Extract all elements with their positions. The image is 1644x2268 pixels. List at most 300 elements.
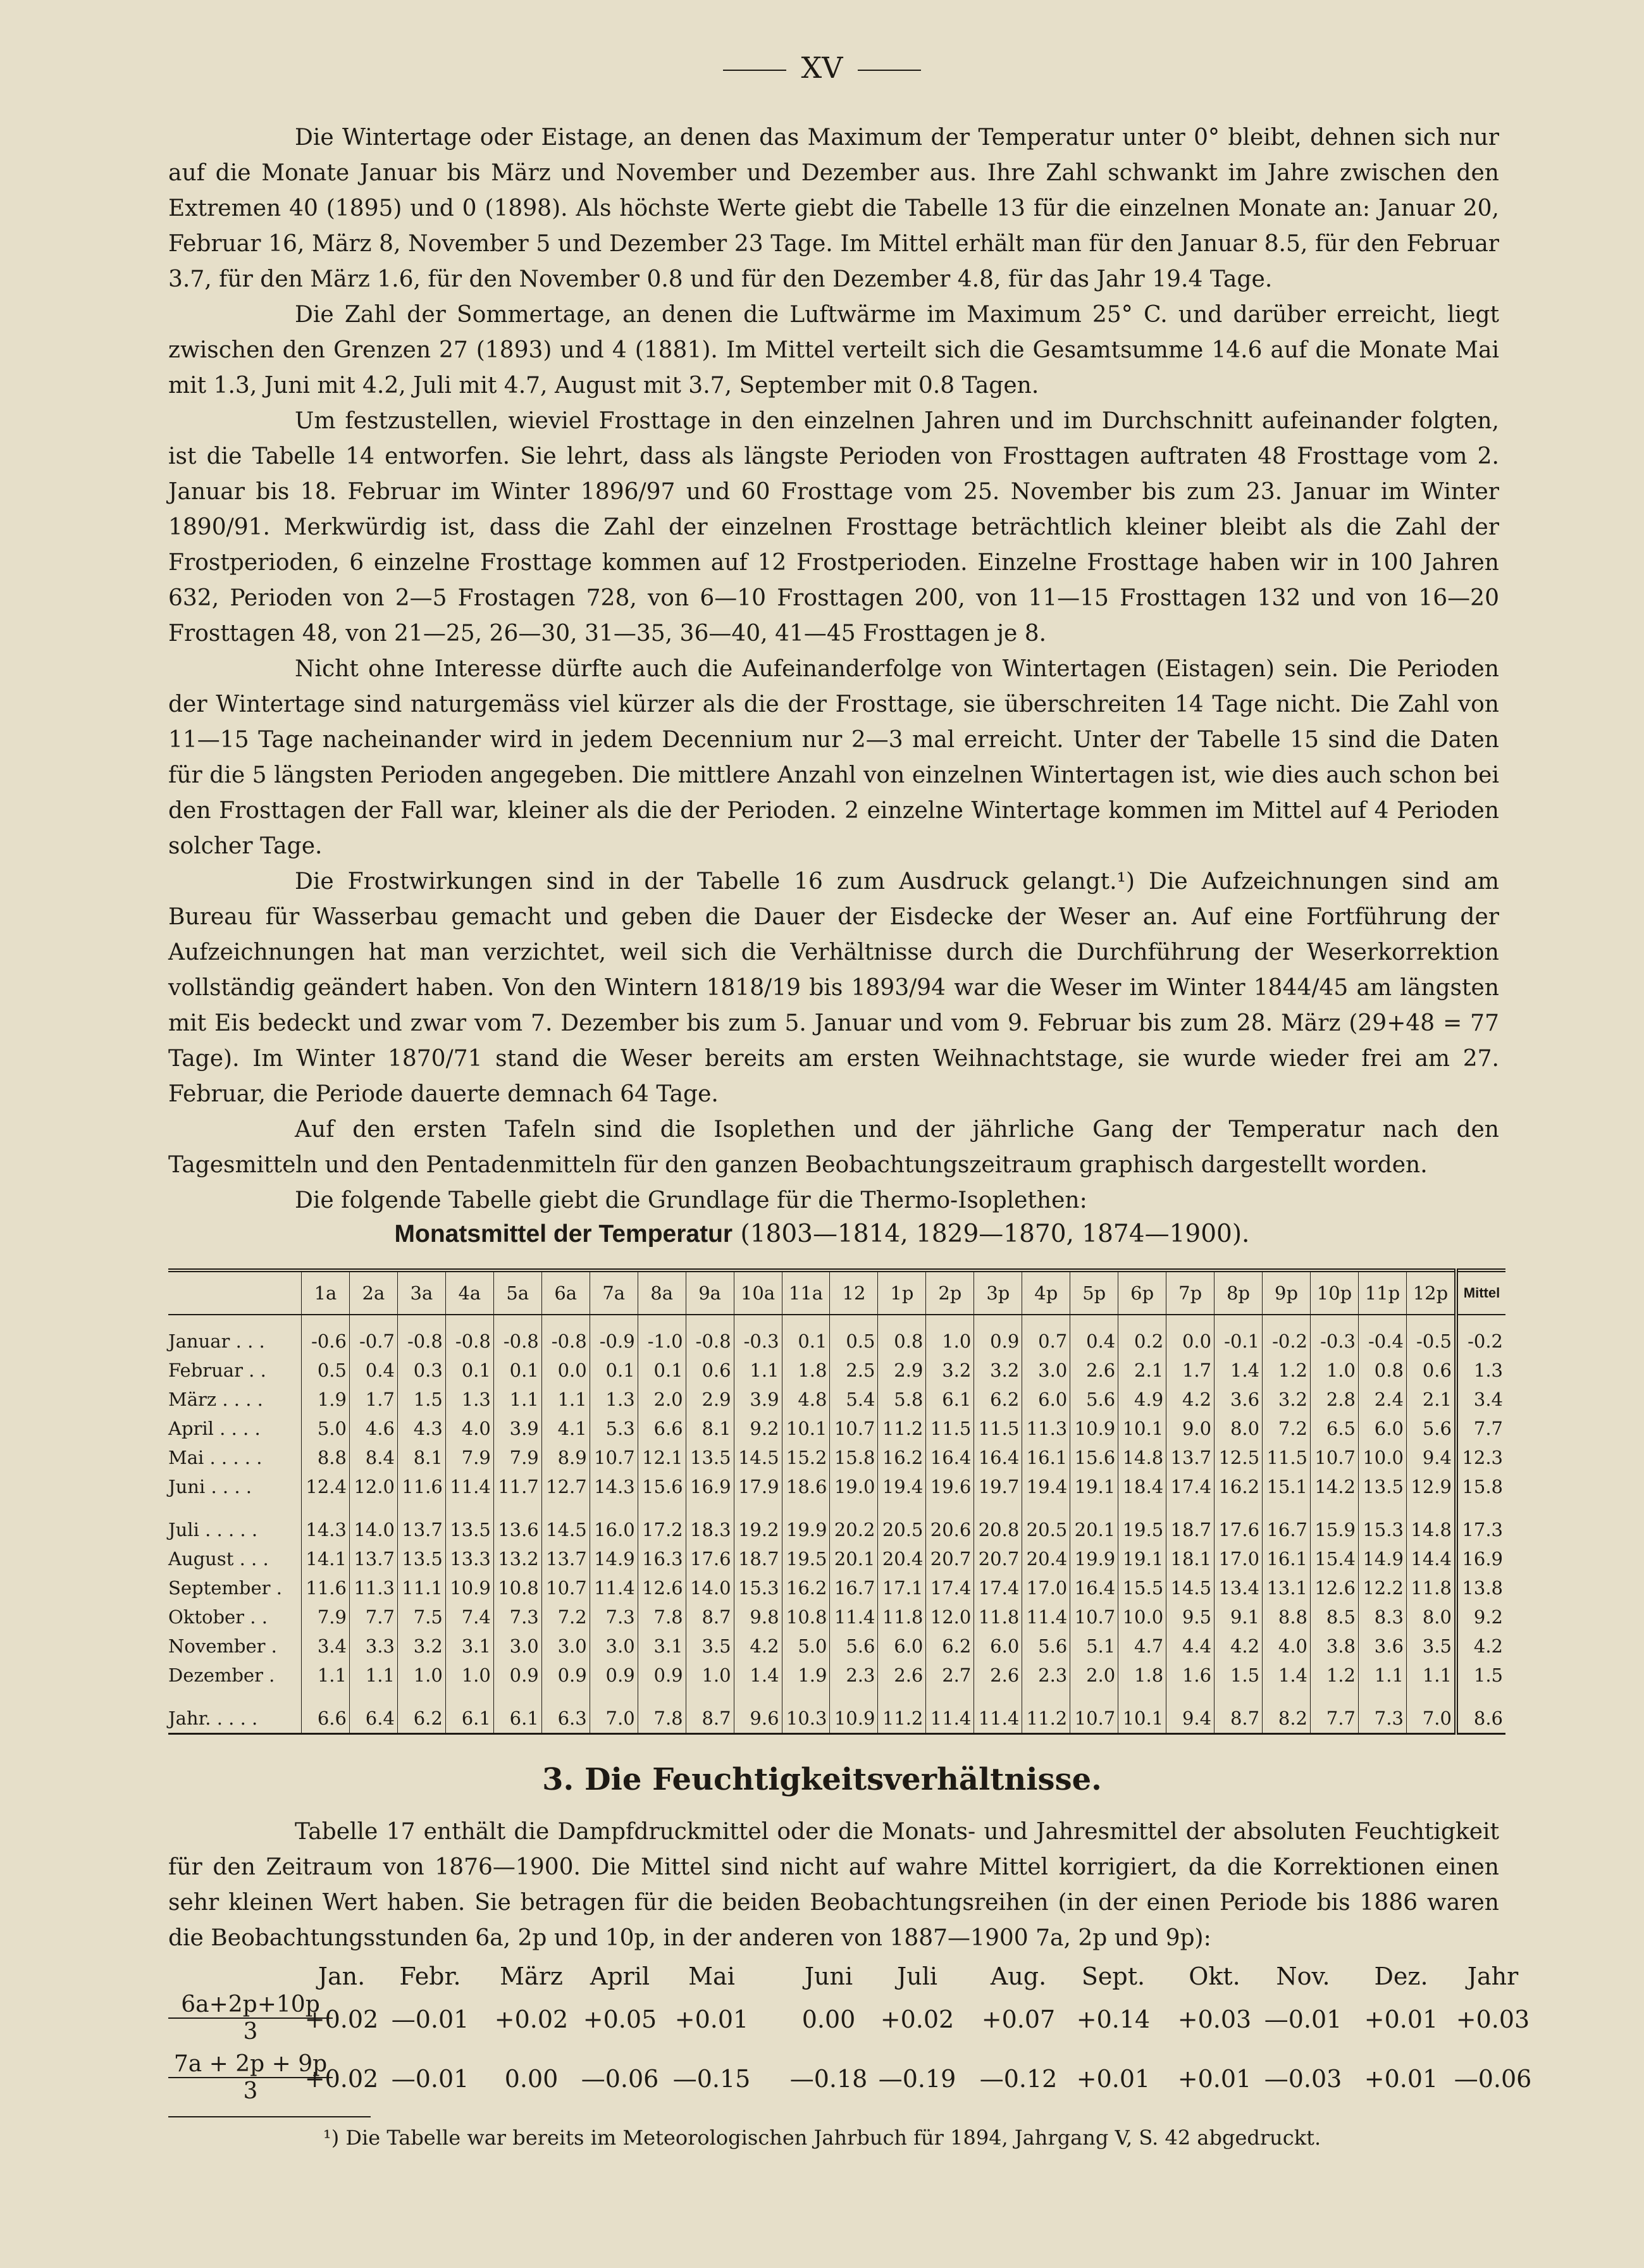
correction-value: —0.18 <box>789 2065 868 2093</box>
table-cell: 2.3 <box>830 1661 878 1690</box>
column-header: 11p <box>1358 1270 1406 1315</box>
table-cell: 3.9 <box>734 1385 782 1414</box>
table-cell: 15.9 <box>1311 1515 1359 1544</box>
table-cell: 0.2 <box>1118 1315 1166 1356</box>
table-cell: -0.5 <box>1406 1315 1456 1356</box>
table-cell: 1.8 <box>1118 1661 1166 1690</box>
page-number: XV <box>801 51 843 85</box>
table-cell: 13.7 <box>349 1544 397 1573</box>
table-cell: 16.1 <box>1263 1544 1311 1573</box>
table-cell: 10.1 <box>1118 1414 1166 1443</box>
table-cell: 15.8 <box>830 1443 878 1472</box>
table-cell: 8.0 <box>1214 1414 1263 1443</box>
table-cell: 0.9 <box>541 1661 590 1690</box>
table-cell: 0.9 <box>493 1661 541 1690</box>
table-cell: 9.8 <box>734 1602 782 1632</box>
table-cell: 3.2 <box>397 1632 445 1661</box>
row-label: Januar . . . <box>168 1330 265 1352</box>
table-row <box>168 1544 1505 1573</box>
table-cell: 9.4 <box>1166 1704 1214 1734</box>
table-cell: 7.9 <box>302 1602 350 1632</box>
fraction-2-denominator: 3 <box>243 2078 258 2104</box>
table-cell: 1.6 <box>1166 1661 1214 1690</box>
column-header: 9p <box>1263 1270 1311 1315</box>
table-cell: 6.1 <box>445 1704 493 1734</box>
table-title-range: (1803—1814, 1829—1870, 1874—1900). <box>740 1220 1250 1248</box>
row-label: Februar . . <box>168 1360 266 1381</box>
table-cell: 4.9 <box>1118 1385 1166 1414</box>
row-label: November . <box>168 1635 277 1657</box>
row-label: September . <box>168 1577 282 1599</box>
month-label: April <box>590 1962 650 1990</box>
table-cell: 19.9 <box>782 1515 830 1544</box>
table-row <box>168 1443 1505 1472</box>
table-cell: 2.7 <box>926 1661 974 1690</box>
table-cell: 4.7 <box>1118 1632 1166 1661</box>
table-cell: 19.7 <box>974 1472 1022 1501</box>
mittel-cell: 1.5 <box>1456 1661 1505 1690</box>
table-cell: 11.7 <box>493 1472 541 1501</box>
paragraph-sommertage: Die Zahl der Sommertage, an denen die Luftwärme im Maximum 25° C. und darüber erreicht, liegt zwischen den Grenzen 27 (1893) und 4 (1881). Im Mittel verteilt sich die Gesamtsumme 14.6 auf die Monate Mai mit 1.3, Juni mit 4.2, Juli mit 4.7, August mit 3.7, September mit 0.8 Tagen. <box>168 302 1499 399</box>
table-cell: 3.5 <box>686 1632 734 1661</box>
table-cell: 7.8 <box>638 1704 686 1734</box>
table-cell: 5.6 <box>1070 1385 1118 1414</box>
table-cell: 17.4 <box>1166 1472 1214 1501</box>
table-cell: 17.9 <box>734 1472 782 1501</box>
table-cell: 6.2 <box>926 1632 974 1661</box>
table-cell: 12.4 <box>302 1472 350 1501</box>
table-cell: 11.4 <box>830 1602 878 1632</box>
table-cell: 14.5 <box>1166 1573 1214 1602</box>
table-cell: 10.7 <box>1311 1443 1359 1472</box>
table-cell: 1.3 <box>445 1385 493 1414</box>
column-header-mittel: Mittel <box>1456 1270 1505 1315</box>
table-cell: 12.7 <box>541 1472 590 1501</box>
table-cell: 15.6 <box>638 1472 686 1501</box>
table-cell: 1.1 <box>1406 1661 1456 1690</box>
table-cell: 3.3 <box>349 1632 397 1661</box>
table-cell: 0.1 <box>782 1315 830 1356</box>
correction-value: —0.06 <box>1454 2065 1532 2093</box>
mittel-cell: 16.9 <box>1456 1544 1505 1573</box>
table-cell: 3.2 <box>974 1356 1022 1385</box>
table-cell: 17.1 <box>878 1573 926 1602</box>
table-row <box>168 1414 1505 1443</box>
table-cell: 13.3 <box>445 1544 493 1573</box>
table-cell: 19.0 <box>830 1472 878 1501</box>
table-cell: 0.9 <box>638 1661 686 1690</box>
table-cell: 0.6 <box>1406 1356 1456 1385</box>
table-cell: 8.0 <box>1406 1602 1456 1632</box>
correction-value: +0.01 <box>1177 2065 1252 2093</box>
column-header: 2p <box>926 1270 974 1315</box>
table-cell: -0.8 <box>493 1315 541 1356</box>
table-cell: 12.5 <box>1214 1443 1263 1472</box>
table-cell: -0.9 <box>590 1315 638 1356</box>
table-cell: 10.1 <box>1118 1704 1166 1734</box>
table-cell: 2.0 <box>1070 1661 1118 1690</box>
table-cell: 6.0 <box>878 1632 926 1661</box>
table-cell: 15.1 <box>1263 1472 1311 1501</box>
table-cell: 9.6 <box>734 1704 782 1734</box>
mittel-cell: 13.8 <box>1456 1573 1505 1602</box>
mittel-cell: 12.3 <box>1456 1443 1505 1472</box>
table-cell: 1.7 <box>1166 1356 1214 1385</box>
table-cell: -1.0 <box>638 1315 686 1356</box>
table-cell: 1.4 <box>1214 1356 1263 1385</box>
table-cell: 1.0 <box>926 1315 974 1356</box>
table-cell: 7.3 <box>1358 1704 1406 1734</box>
table-cell: 0.6 <box>686 1356 734 1385</box>
table-cell: 2.9 <box>878 1356 926 1385</box>
table-cell: 11.2 <box>878 1704 926 1734</box>
month-label: Juli <box>896 1962 937 1990</box>
months-row <box>0 1962 1644 1994</box>
table-cell: 3.6 <box>1358 1632 1406 1661</box>
table-cell: 11.4 <box>974 1704 1022 1734</box>
table-cell: 2.6 <box>878 1661 926 1690</box>
month-label: Febr. <box>399 1962 461 1990</box>
table-cell: 2.3 <box>1022 1661 1070 1690</box>
table-cell: 12.6 <box>638 1573 686 1602</box>
table-cell: 12.6 <box>1311 1573 1359 1602</box>
table-cell: 10.7 <box>1070 1602 1118 1632</box>
table-cell: 9.1 <box>1214 1602 1263 1632</box>
mittel-cell: 15.8 <box>1456 1472 1505 1501</box>
table-cell: 11.5 <box>926 1414 974 1443</box>
table-cell: 11.4 <box>1022 1602 1070 1632</box>
table-cell: 7.7 <box>1311 1704 1359 1734</box>
table-cell: 4.3 <box>397 1414 445 1443</box>
table-cell: 17.2 <box>638 1515 686 1544</box>
table-cell: -0.8 <box>541 1315 590 1356</box>
table-cell: 12.9 <box>1406 1472 1456 1501</box>
table-cell: 5.4 <box>830 1385 878 1414</box>
row-label: August . . . <box>168 1548 269 1570</box>
table-cell: 6.5 <box>1311 1414 1359 1443</box>
table-cell: 0.8 <box>878 1315 926 1356</box>
table-row <box>168 1315 1505 1356</box>
month-label: Jahr <box>1467 1962 1519 1990</box>
row-label: Dezember . <box>168 1664 275 1686</box>
table-cell: 1.0 <box>445 1661 493 1690</box>
table-cell: 19.1 <box>1118 1544 1166 1573</box>
table-cell: 19.6 <box>926 1472 974 1501</box>
table-cell: 18.6 <box>782 1472 830 1501</box>
table-cell: 6.1 <box>493 1704 541 1734</box>
table-cell: 3.0 <box>493 1632 541 1661</box>
month-label: Sept. <box>1081 1962 1146 1990</box>
table-cell: 16.1 <box>1022 1443 1070 1472</box>
table-cell: 13.7 <box>1166 1443 1214 1472</box>
table-cell: 16.4 <box>926 1443 974 1472</box>
table-cell: 6.2 <box>397 1704 445 1734</box>
correction-row-1 <box>0 2005 1644 2037</box>
table-cell: 16.7 <box>830 1573 878 1602</box>
row-label: Juni . . . . <box>168 1476 252 1497</box>
row-label: Oktober . . <box>168 1606 268 1628</box>
column-header: 11a <box>782 1270 830 1315</box>
table-cell: 2.4 <box>1358 1385 1406 1414</box>
table-cell: 10.9 <box>1070 1414 1118 1443</box>
section-text <box>168 1814 1499 1956</box>
table-cell: 20.6 <box>926 1515 974 1544</box>
table-cell: 12.1 <box>638 1443 686 1472</box>
table-cell: 17.4 <box>974 1573 1022 1602</box>
correction-value: 0.00 <box>504 2065 559 2093</box>
table-cell: 3.2 <box>1263 1385 1311 1414</box>
table-cell: 20.4 <box>878 1544 926 1573</box>
table-cell: 9.0 <box>1166 1414 1214 1443</box>
table-cell: 10.9 <box>830 1704 878 1734</box>
table-cell: 18.7 <box>734 1544 782 1573</box>
correction-row-2 <box>0 2065 1644 2097</box>
table-cell: 8.7 <box>686 1602 734 1632</box>
table-cell: 3.4 <box>302 1632 350 1661</box>
correction-value: +0.03 <box>1177 2005 1252 2033</box>
table-cell: 2.6 <box>974 1661 1022 1690</box>
table-cell: 15.3 <box>1358 1515 1406 1544</box>
table-cell: 0.9 <box>590 1661 638 1690</box>
table-cell: 14.0 <box>686 1573 734 1602</box>
table-cell: 2.1 <box>1118 1356 1166 1385</box>
table-cell: 0.1 <box>638 1356 686 1385</box>
table-cell: 19.1 <box>1070 1472 1118 1501</box>
mittel-cell: 17.3 <box>1456 1515 1505 1544</box>
table-cell: 2.0 <box>638 1385 686 1414</box>
column-header: 12 <box>830 1270 878 1315</box>
table-cell: 6.4 <box>349 1704 397 1734</box>
table-cell: 6.6 <box>638 1414 686 1443</box>
table-cell: 13.5 <box>1358 1472 1406 1501</box>
table-cell: 5.3 <box>590 1414 638 1443</box>
table-cell: 4.2 <box>1166 1385 1214 1414</box>
table-cell: 12.2 <box>1358 1573 1406 1602</box>
table-cell: 4.6 <box>349 1414 397 1443</box>
paragraph-feuchtigkeit: Tabelle 17 enthält die Dampfdruckmittel oder die Monats- und Jahresmittel der absoluten Feuchtigkeit für den Zeitraum von 1876—1900. Die Mittel sind nicht auf wahre Mittel korrigiert, da die Korrektionen einen sehr kleinen Wert haben. Sie betragen für die beiden Beobachtungsreihen (in der einen Periode bis 1886 waren die Beobachtungsstunden 6a, 2p und 10p, in der anderen von 1887—1900 7a, 2p und 9p): <box>168 1819 1499 1951</box>
table-cell: 17.0 <box>1214 1544 1263 1573</box>
correction-value: +0.01 <box>1364 2005 1438 2033</box>
table-cell: 7.2 <box>1263 1414 1311 1443</box>
table-cell: 14.9 <box>1358 1544 1406 1573</box>
table-cell: 1.0 <box>397 1661 445 1690</box>
table-cell: 8.7 <box>1214 1704 1263 1734</box>
table-cell: 14.1 <box>302 1544 350 1573</box>
correction-value: +0.01 <box>1076 2065 1151 2093</box>
column-header: 3a <box>397 1270 445 1315</box>
table-cell: 0.5 <box>302 1356 350 1385</box>
table-cell: 0.5 <box>830 1315 878 1356</box>
page-header <box>0 51 1644 85</box>
table-cell: 11.5 <box>1263 1443 1311 1472</box>
table-cell: 15.6 <box>1070 1443 1118 1472</box>
table-row <box>168 1632 1505 1661</box>
table-cell: -0.8 <box>397 1315 445 1356</box>
table-cell: 11.4 <box>926 1704 974 1734</box>
table-cell: 17.0 <box>1022 1573 1070 1602</box>
table-cell: 8.2 <box>1263 1704 1311 1734</box>
table-cell: 0.1 <box>493 1356 541 1385</box>
table-cell: 13.2 <box>493 1544 541 1573</box>
table-cell: 1.9 <box>302 1385 350 1414</box>
table-cell: 7.3 <box>493 1602 541 1632</box>
correction-value: +0.05 <box>583 2005 657 2033</box>
mittel-cell: -0.2 <box>1456 1315 1505 1356</box>
table-cell: 11.2 <box>878 1414 926 1443</box>
table-cell: 6.1 <box>926 1385 974 1414</box>
table-cell: 0.0 <box>541 1356 590 1385</box>
mittel-cell: 4.2 <box>1456 1632 1505 1661</box>
table-cell: 6.0 <box>974 1632 1022 1661</box>
table-row <box>168 1356 1505 1385</box>
table-cell: 19.4 <box>878 1472 926 1501</box>
table-cell: 10.8 <box>493 1573 541 1602</box>
table-cell: 7.7 <box>349 1602 397 1632</box>
header-blank <box>168 1270 302 1315</box>
paragraph-isoplethen: Auf den ersten Tafeln sind die Isoplethen und der jährliche Gang der Temperatur nach den Tagesmitteln und den Pentadenmitteln für den ganzen Beobachtungszeitraum graphisch dargestellt worden. <box>168 1117 1499 1178</box>
paragraph-frosttage: Um festzustellen, wieviel Frosttage in den einzelnen Jahren und im Durchschnitt aufeinander folgten, ist die Tabelle 14 entworfen. Sie lehrt, dass als längste Perioden von Frosttagen auftraten 48 Frosttage vom 2. Januar bis 18. Februar im Winter 1896/97 und 60 Frosttage vom 25. November bis zum 23. Januar im Winter 1890/91. Merkwürdig ist, dass die Zahl der einzelnen Frosttage beträchtlich kleiner bleibt als die Zahl der Frostperioden, 6 einzelne Frosttage kommen auf 12 Frostperioden. Einzelne Frosttage haben wir in 100 Jahren 632, Perioden von 2—5 Frostagen 728, von 6—10 Frosttagen 200, von 11—15 Frosttagen 132 und von 16—20 Frosttagen 48, von 21—25, 26—30, 31—35, 36—40, 41—45 Frosttagen je 8. <box>168 408 1499 647</box>
column-header: 7p <box>1166 1270 1214 1315</box>
correction-value: +0.02 <box>494 2005 569 2033</box>
table-cell: 3.0 <box>1022 1356 1070 1385</box>
correction-value: —0.01 <box>391 2065 469 2093</box>
table-cell: 7.9 <box>493 1443 541 1472</box>
table-cell: 10.9 <box>445 1573 493 1602</box>
table-cell: 10.0 <box>1358 1443 1406 1472</box>
table-cell: 4.1 <box>541 1414 590 1443</box>
table-cell: 12.0 <box>926 1602 974 1632</box>
table-cell: 2.1 <box>1406 1385 1456 1414</box>
correction-value: —0.03 <box>1264 2065 1342 2093</box>
table-cell: 8.8 <box>302 1443 350 1472</box>
table-cell: 2.8 <box>1311 1385 1359 1414</box>
temperature-table <box>168 1268 1505 1735</box>
row-label: April . . . . <box>168 1418 261 1439</box>
table-cell: 7.3 <box>590 1602 638 1632</box>
correction-value: +0.02 <box>880 2005 955 2033</box>
table-cell: 10.7 <box>1070 1704 1118 1734</box>
table-cell: 4.2 <box>1214 1632 1263 1661</box>
mittel-cell: 7.7 <box>1456 1414 1505 1443</box>
table-cell: 4.0 <box>445 1414 493 1443</box>
correction-value: +0.02 <box>304 2005 379 2033</box>
table-cell: 7.9 <box>445 1443 493 1472</box>
table-cell: 20.5 <box>1022 1515 1070 1544</box>
table-cell: 3.6 <box>1214 1385 1263 1414</box>
table-cell: 10.7 <box>590 1443 638 1472</box>
table-cell: 20.7 <box>926 1544 974 1573</box>
table-cell: 1.1 <box>349 1661 397 1690</box>
table-cell: 1.1 <box>1358 1661 1406 1690</box>
table-cell: 11.6 <box>397 1472 445 1501</box>
table-cell: 11.3 <box>349 1573 397 1602</box>
table-cell: 18.7 <box>1166 1515 1214 1544</box>
table-cell: 0.8 <box>1358 1356 1406 1385</box>
table-header-row <box>168 1270 1505 1315</box>
table-cell: 1.7 <box>349 1385 397 1414</box>
table-cell: 16.4 <box>974 1443 1022 1472</box>
table-cell: 8.4 <box>349 1443 397 1472</box>
table-cell: 8.8 <box>1263 1602 1311 1632</box>
table-cell: 8.7 <box>686 1704 734 1734</box>
table-cell: 13.7 <box>397 1515 445 1544</box>
month-label: Juni <box>804 1962 853 1990</box>
table-cell: 1.2 <box>1311 1661 1359 1690</box>
column-header: 3p <box>974 1270 1022 1315</box>
table-cell: 13.1 <box>1263 1573 1311 1602</box>
table-cell: 3.5 <box>1406 1632 1456 1661</box>
table-cell: 16.3 <box>638 1544 686 1573</box>
table-cell: 0.4 <box>349 1356 397 1385</box>
column-header: 8a <box>638 1270 686 1315</box>
table-cell: 1.2 <box>1263 1356 1311 1385</box>
correction-value: —0.15 <box>672 2065 751 2093</box>
table-cell: 11.3 <box>1022 1414 1070 1443</box>
table-cell: 19.5 <box>1118 1515 1166 1544</box>
table-cell: 1.1 <box>541 1385 590 1414</box>
row-label: Jahr. . . . . <box>168 1707 258 1729</box>
table-cell: 5.6 <box>1406 1414 1456 1443</box>
table-cell: 18.4 <box>1118 1472 1166 1501</box>
column-header: 10a <box>734 1270 782 1315</box>
table-cell: 17.6 <box>686 1544 734 1573</box>
table-cell: 8.5 <box>1311 1602 1359 1632</box>
table-cell: 13.5 <box>445 1515 493 1544</box>
column-header: 6a <box>541 1270 590 1315</box>
table-cell: -0.2 <box>1263 1315 1311 1356</box>
table-title: Monatsmittel der Temperatur <box>394 1220 733 1248</box>
row-label: Mai . . . . . <box>168 1447 263 1468</box>
table-cell: 15.5 <box>1118 1573 1166 1602</box>
table-cell: 1.5 <box>397 1385 445 1414</box>
table-cell: 16.0 <box>590 1515 638 1544</box>
header-rule-right <box>858 70 921 71</box>
table-cell: 11.4 <box>590 1573 638 1602</box>
paragraph-frostwirkungen: Die Frostwirkungen sind in der Tabelle 16 zum Ausdruck gelangt.¹) Die Aufzeichnungen sind am Bureau für Wasserbau gemacht und geben die Dauer der Eisdecke der Weser an. Auf eine Fortführung der Aufzeichnungen hat man verzichtet, weil sich die Verhältnisse durch die Durchführung der Weserkorrektion vollständig geändert haben. Von den Wintern 1818/19 bis 1893/94 war die Weser im Winter 1844/45 am längsten mit Eis bedeckt und zwar vom 7. Dezember bis zum 5. Januar und vom 9. Februar bis zum 28. März (29+48 = 77 Tage). Im Winter 1870/71 stand die Weser bereits am ersten Weihnachtstage, sie wurde wieder frei am 27. Februar, die Periode dauerte demnach 64 Tage. <box>168 869 1499 1107</box>
table-row <box>168 1385 1505 1414</box>
table-cell: 10.7 <box>830 1414 878 1443</box>
table-cell: 14.5 <box>734 1443 782 1472</box>
month-label: Nov. <box>1276 1962 1330 1990</box>
table-cell: 7.0 <box>1406 1704 1456 1734</box>
table-cell: 6.6 <box>302 1704 350 1734</box>
correction-value: +0.07 <box>981 2005 1056 2033</box>
table-row <box>168 1515 1505 1544</box>
table-row <box>168 1704 1505 1734</box>
table-cell: 13.7 <box>541 1544 590 1573</box>
table-cell: 5.1 <box>1070 1632 1118 1661</box>
table-cell: 11.8 <box>1406 1573 1456 1602</box>
correction-value: +0.02 <box>304 2065 379 2093</box>
table-cell: 13.4 <box>1214 1573 1263 1602</box>
table-row <box>168 1602 1505 1632</box>
table-cell: 16.2 <box>1214 1472 1263 1501</box>
table-cell: 3.2 <box>926 1356 974 1385</box>
table-cell: 19.5 <box>782 1544 830 1573</box>
table-cell: 20.1 <box>830 1544 878 1573</box>
correction-value: +0.14 <box>1076 2005 1151 2033</box>
column-header: 8p <box>1214 1270 1263 1315</box>
table-cell: 4.0 <box>1263 1632 1311 1661</box>
table-cell: 14.8 <box>1118 1443 1166 1472</box>
table-row <box>168 1472 1505 1501</box>
table-cell: -0.3 <box>734 1315 782 1356</box>
table-cell: 14.9 <box>590 1544 638 1573</box>
table-cell: 9.5 <box>1166 1602 1214 1632</box>
table-cell: 3.1 <box>445 1632 493 1661</box>
mittel-cell: 8.6 <box>1456 1704 1505 1734</box>
table-cell: -0.8 <box>686 1315 734 1356</box>
